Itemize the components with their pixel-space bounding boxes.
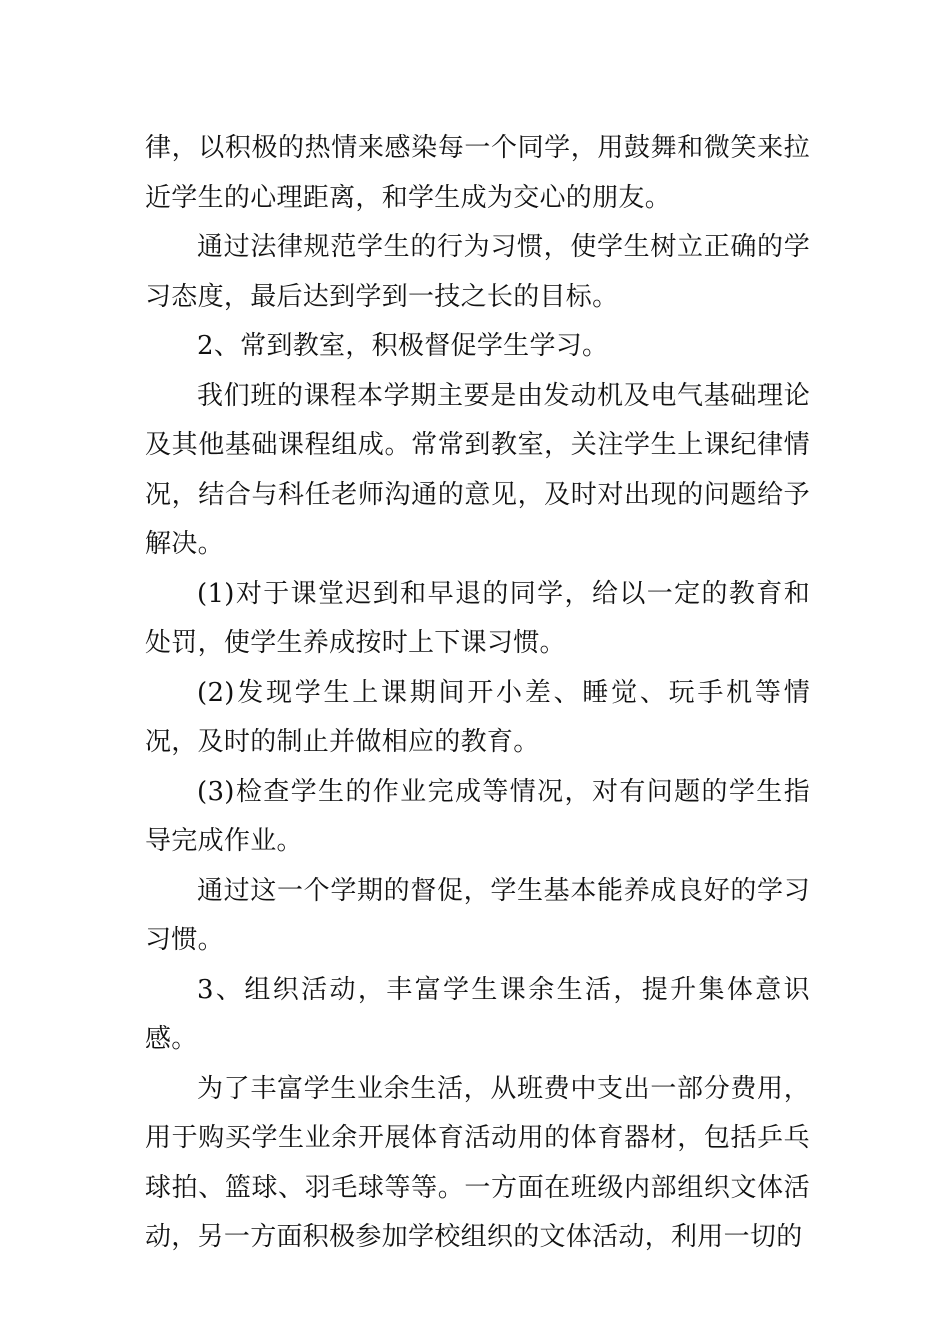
paragraph-4: 通过这一个学期的督促，学生基本能养成良好的学习习惯。 — [145, 875, 810, 955]
list-item-1: (1)对于课堂迟到和早退的同学，给以一定的教育和处罚，使学生养成按时上下课习惯。 — [145, 578, 810, 658]
paragraph-3: 我们班的课程本学期主要是由发动机及电气基础理论及其他基础课程组成。常常到教室，关注学生上课纪律情况，结合与科任老师沟通的意见，及时对出现的问题给予解决。 — [145, 380, 810, 559]
paragraph-5: 为了丰富学生业余生活，从班费中支出一部分费用，用于购买学生业余开展体育活动用的体育器材，包括乒乓球拍、篮球、羽毛球等等。一方面在班级内部组织文体活动，另一方面积极参加学校组织的文体活动，利用一切的 — [145, 1073, 810, 1252]
paragraph-1: 律，以积极的热情来感染每一个同学，用鼓舞和微笑来拉近学生的心理距离，和学生成为交心的朋友。 — [145, 133, 810, 213]
section-heading-3: 3、组织活动，丰富学生课余生活，提升集体意识感。 — [145, 974, 810, 1054]
document-body — [145, 124, 810, 1263]
list-item-3: (3)检查学生的作业完成等情况，对有问题的学生指导完成作业。 — [145, 776, 810, 856]
list-item-2: (2)发现学生上课期间开小差、睡觉、玩手机等情况，及时的制止并做相应的教育。 — [145, 677, 810, 757]
paragraph-2: 通过法律规范学生的行为习惯，使学生树立正确的学习态度，最后达到学到一技之长的目标。 — [145, 232, 810, 312]
section-heading-2: 2、常到教室，积极督促学生学习。 — [197, 331, 609, 361]
